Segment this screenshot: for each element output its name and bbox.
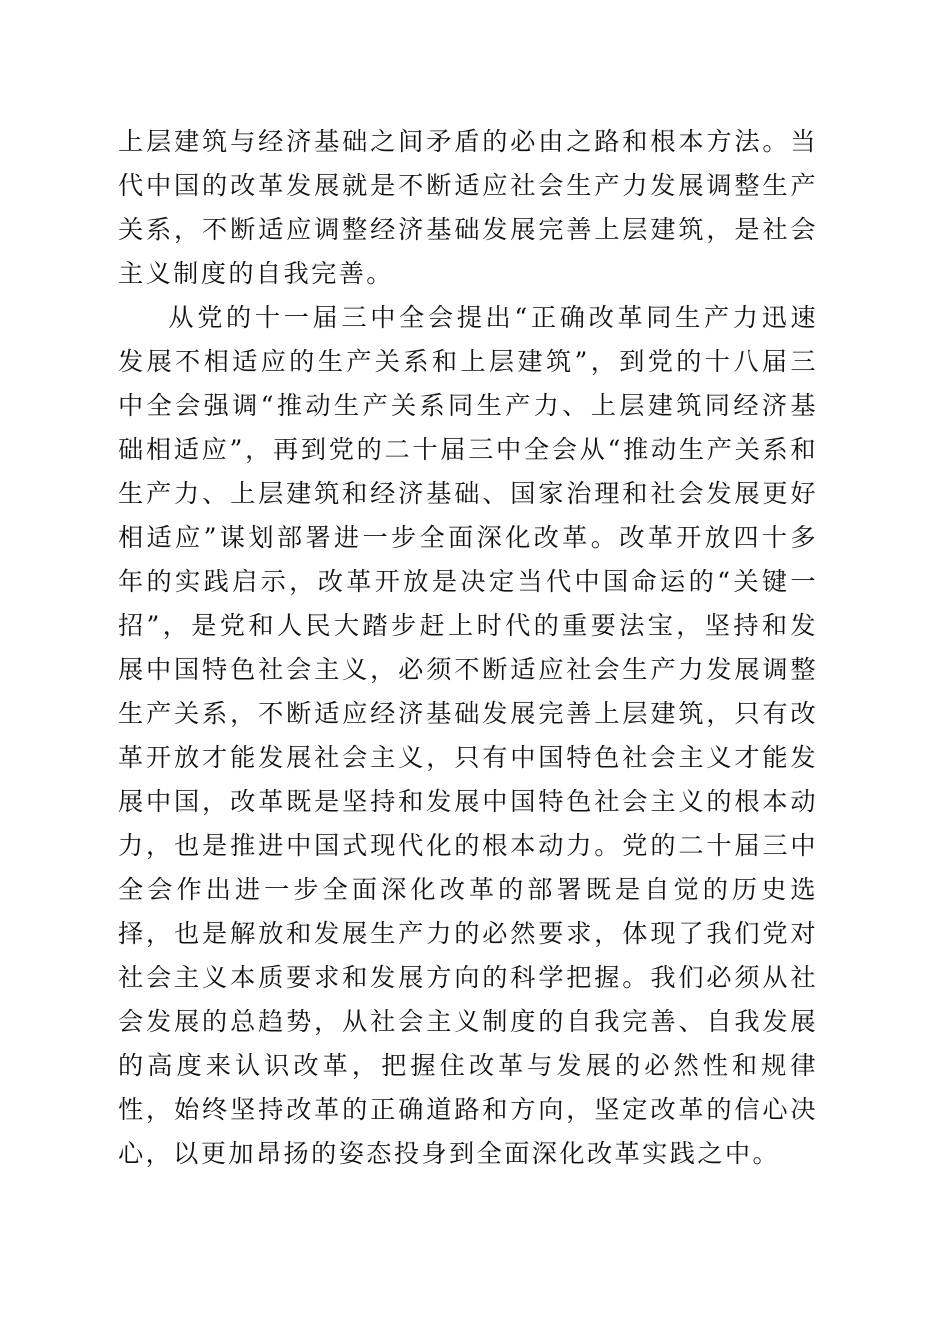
paragraph-continuation: 上层建筑与经济基础之间矛盾的必由之路和根本方法。当代中国的改革发展就是不断适应社会生产力发展调整生产关系，不断适应调整经济基础发展完善上层建筑，是社会主义制度的自我完善。 (118, 127, 818, 288)
paragraph-reform-history: 从党的十一届三中全会提出“正确改革同生产力迅速发展不相适应的生产关系和上层建筑”，到党的十八届三中全会强调“推动生产关系同生产力、上层建筑同经济基础相适应”，再到党的二十届三中全会从“推动生产关系和生产力、上层建筑和经济基础、国家治理和社会发展更好相适应”谋划部署进一步全面深化改革。改革开放四十多年的实践启示，改革开放是决定当代中国命运的“关键一招”，是党和人民大踏步赶上时代的重要法宝，坚持和发展中国特色社会主义，必须不断适应社会生产力发展调整生产关系，不断适应经济基础发展完善上层建筑，只有改革开放才能发展社会主义，只有中国特色社会主义才能发展中国，改革既是坚持和发展中国特色社会主义的根本动力，也是推进中国式现代化的根本动力。党的二十届三中全会作出进一步全面深化改革的部署既是自觉的历史选择，也是解放和发展生产力的必然要求，体现了我们党对社会主义本质要求和发展方向的科学把握。我们必须从社会发展的总趋势，从社会主义制度的自我完善、自我发展的高度来认识改革，把握住改革与发展的必然性和规律性，始终坚持改革的正确道路和方向，坚定改革的信心决心，以更加昂扬的姿态投身到全面深化改革实践之中。 (118, 303, 818, 1168)
body-text (118, 120, 818, 1176)
